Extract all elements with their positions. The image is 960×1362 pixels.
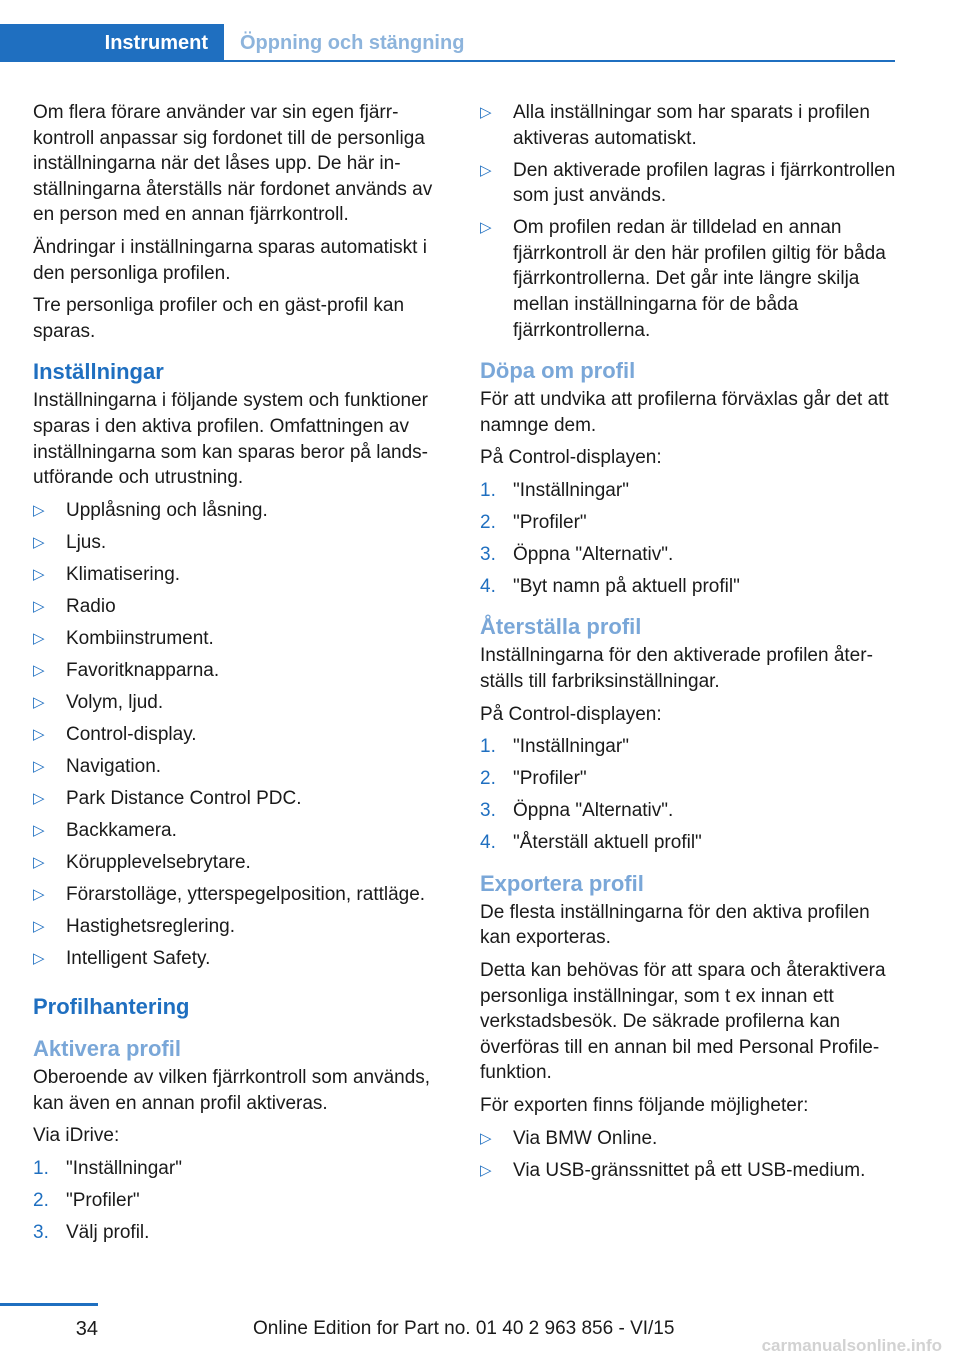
list-item-text: Volym, ljud.: [66, 691, 164, 713]
list-item: [480, 478, 898, 504]
list-item: [480, 766, 898, 792]
triangle-bullet-icon: ▷: [33, 629, 45, 647]
triangle-bullet-icon: ▷: [33, 501, 45, 519]
list-item-text: Park Distance Control PDC.: [66, 787, 302, 809]
list-item-text: Via BMW Online.: [513, 1127, 658, 1149]
tab-instrument-label: Instrument: [104, 31, 208, 54]
list-item: [33, 1156, 453, 1182]
activate-result-list: [480, 100, 898, 343]
list-item: [33, 722, 453, 748]
rename-paragraph: För att undvika att profilerna förväxlas går det att namnge dem.: [480, 389, 889, 436]
step-number: 2.: [480, 511, 496, 533]
list-item-text: Kombiinstrument.: [66, 627, 214, 649]
list-item-text: "Inställningar": [66, 1157, 182, 1179]
tab-instrument[interactable]: [0, 24, 224, 62]
list-item: [480, 215, 898, 343]
list-item: [33, 1188, 453, 1214]
list-item-text: "Inställningar": [513, 736, 629, 758]
list-item-text: Radio: [66, 595, 116, 617]
list-item-text: "Profiler": [513, 511, 587, 533]
reset-profile-heading: Återställa profil: [480, 614, 642, 640]
reset-display-label: På Control-displayen:: [480, 703, 662, 725]
intro-paragraph-1: Om flera förare använder var sin egen fjärrkontroll anpassar sig fordonet till de personliga inställningarna när det låses upp. De här inställningarna återställs när fordonet används av en person med en annan fjärrkontroll.: [33, 102, 433, 226]
list-item: [480, 100, 898, 151]
list-item-text: Via USB-gränssnittet på ett USB-medium.: [513, 1159, 866, 1181]
list-item-text: Om profilen redan är tilldelad en annan fjärrkontroll är den här profilen giltig för båda fjärrkontrollerna. Det går inte längre skilja mellan inställningarna för de båda fjärrkontrollerna.: [513, 217, 886, 341]
triangle-bullet-icon: ▷: [33, 661, 45, 679]
list-item: [33, 818, 453, 844]
step-number: 1.: [480, 479, 496, 501]
step-number: 2.: [33, 1189, 49, 1211]
activate-steps: [33, 1156, 453, 1246]
list-item-text: Control-display.: [66, 723, 197, 745]
list-item: [33, 946, 453, 972]
step-number: 4.: [480, 575, 496, 597]
list-item-text: "Återställ aktuell profil": [513, 832, 702, 854]
triangle-bullet-icon: ▷: [33, 853, 45, 871]
list-item: [33, 914, 453, 940]
export-options-label: För exporten finns följande möjligheter:: [480, 1094, 809, 1116]
list-item: [33, 658, 453, 684]
triangle-bullet-icon: ▷: [480, 161, 492, 179]
activate-paragraph: Oberoende av vilken fjärrkontroll som används, kan även en annan profil aktiveras.: [33, 1067, 431, 1114]
list-item-text: Öppna "Alternativ".: [513, 800, 674, 822]
rename-steps: [480, 478, 898, 600]
list-item-text: Backkamera.: [66, 819, 177, 841]
list-item: [480, 734, 898, 760]
list-item-text: Favoritknapparna.: [66, 659, 220, 681]
triangle-bullet-icon: ▷: [33, 757, 45, 775]
list-item: [33, 530, 453, 556]
list-item-text: Upplåsning och låsning.: [66, 499, 268, 521]
export-paragraph-2: Detta kan behövas för att spara och återaktivera personliga inställningar, som t ex innan ett verkstadsbesök. De säkrade profilerna kan överföras till en annan bil med Personal Profile-funktion.: [480, 959, 886, 1084]
rename-display-label: På Control-displayen:: [480, 447, 662, 469]
list-item: [33, 850, 453, 876]
triangle-bullet-icon: ▷: [33, 821, 45, 839]
export-options-list: [480, 1126, 898, 1184]
triangle-bullet-icon: ▷: [33, 725, 45, 743]
triangle-bullet-icon: ▷: [480, 1129, 492, 1147]
triangle-bullet-icon: ▷: [480, 104, 492, 121]
page-number: 34: [75, 1318, 98, 1340]
triangle-bullet-icon: ▷: [33, 565, 45, 583]
edition-note: Online Edition for Part no. 01 40 2 963 856 - VI/15: [253, 1318, 675, 1339]
triangle-bullet-icon: ▷: [33, 533, 45, 551]
list-item: [480, 574, 898, 600]
list-item: [480, 1126, 898, 1152]
list-item: [33, 562, 453, 588]
triangle-bullet-icon: ▷: [480, 219, 492, 237]
step-number: 4.: [480, 832, 496, 854]
intro-paragraph-3: Tre personliga profiler och en gäst-profil kan sparas.: [33, 295, 405, 342]
list-item-text: "Profiler": [66, 1189, 140, 1211]
list-item-text: "Byt namn på aktuell profil": [513, 575, 740, 597]
step-number: 3.: [480, 800, 496, 822]
list-item-text: Den aktiverade profilen lagras i fjärrkontrollen som just används.: [513, 159, 896, 207]
list-item: [480, 510, 898, 536]
list-item-text: Alla inställningar som har sparats i profilen aktiveras automatiskt.: [513, 102, 870, 149]
list-item-text: Ljus.: [66, 531, 107, 553]
list-item: [33, 882, 453, 908]
list-item: [33, 754, 453, 780]
step-number: 3.: [480, 543, 496, 565]
export-paragraph-1: De flesta inställningarna för den aktiva profilen kan exporteras.: [480, 901, 870, 949]
reset-steps: [480, 734, 898, 856]
export-profile-heading: Exportera profil: [480, 870, 644, 896]
list-item-text: Navigation.: [66, 755, 162, 777]
rename-profile-heading: Döpa om profil: [480, 358, 636, 384]
step-number: 1.: [480, 736, 496, 758]
list-item-text: Intelligent Safety.: [66, 947, 211, 969]
tab-opening-closing-label: Öppning och stängning: [240, 31, 465, 54]
via-idrive-label: Via iDrive:: [33, 1125, 120, 1147]
list-item: [33, 626, 453, 652]
list-item-text: Hastighetsreglering.: [66, 915, 235, 937]
triangle-bullet-icon: ▷: [33, 597, 45, 615]
reset-paragraph: Inställningarna för den aktiverade profilen återställs till farbriksinställningar.: [480, 645, 873, 693]
triangle-bullet-icon: ▷: [33, 789, 45, 807]
list-item: [33, 1220, 453, 1246]
list-item: [33, 594, 453, 620]
settings-paragraph: Inställningarna i följande system och funktioner sparas i den aktiva profilen. Omfattningen av inställningarna som kan sparas beror på landsutförande och utrustning.: [33, 390, 429, 489]
list-item-text: Klimatisering.: [66, 563, 181, 585]
intro-paragraph-2: Ändringar i inställningarna sparas automatiskt i den personliga profilen.: [33, 236, 427, 284]
list-item-text: Öppna "Alternativ".: [513, 543, 674, 565]
step-number: 3.: [33, 1221, 49, 1243]
watermark: carmanualsonline.info: [761, 1336, 942, 1355]
triangle-bullet-icon: ▷: [33, 885, 45, 903]
list-item: [33, 498, 453, 524]
tab-opening-closing[interactable]: [240, 24, 464, 62]
list-item: [480, 830, 898, 856]
list-item: [33, 690, 453, 716]
step-number: 2.: [480, 768, 496, 790]
triangle-bullet-icon: ▷: [33, 693, 45, 711]
triangle-bullet-icon: ▷: [33, 949, 45, 967]
list-item: [480, 158, 898, 209]
footer-divider: [0, 1303, 98, 1306]
step-number: 1.: [33, 1157, 49, 1179]
list-item-text: Välj profil.: [66, 1221, 150, 1243]
page-header: [0, 0, 960, 62]
list-item: [480, 798, 898, 824]
header-divider: [0, 60, 895, 62]
right-column: [480, 100, 898, 1193]
triangle-bullet-icon: ▷: [480, 1161, 492, 1179]
activate-profile-heading: Aktivera profil: [33, 1036, 181, 1062]
settings-heading: Inställningar: [33, 359, 164, 385]
list-item-text: "Profiler": [513, 768, 587, 790]
list-item: [33, 786, 453, 812]
list-item-text: Förarstolläge, ytterspegelposition, rattläge.: [66, 883, 426, 905]
profile-management-heading: Profilhantering: [33, 994, 190, 1020]
list-item-text: "Inställningar": [513, 479, 629, 501]
triangle-bullet-icon: ▷: [33, 917, 45, 935]
list-item: [480, 542, 898, 568]
left-column: [33, 100, 453, 1255]
list-item-text: Körupplevelsebrytare.: [66, 851, 251, 873]
list-item: [480, 1158, 898, 1184]
settings-list: [33, 498, 453, 971]
